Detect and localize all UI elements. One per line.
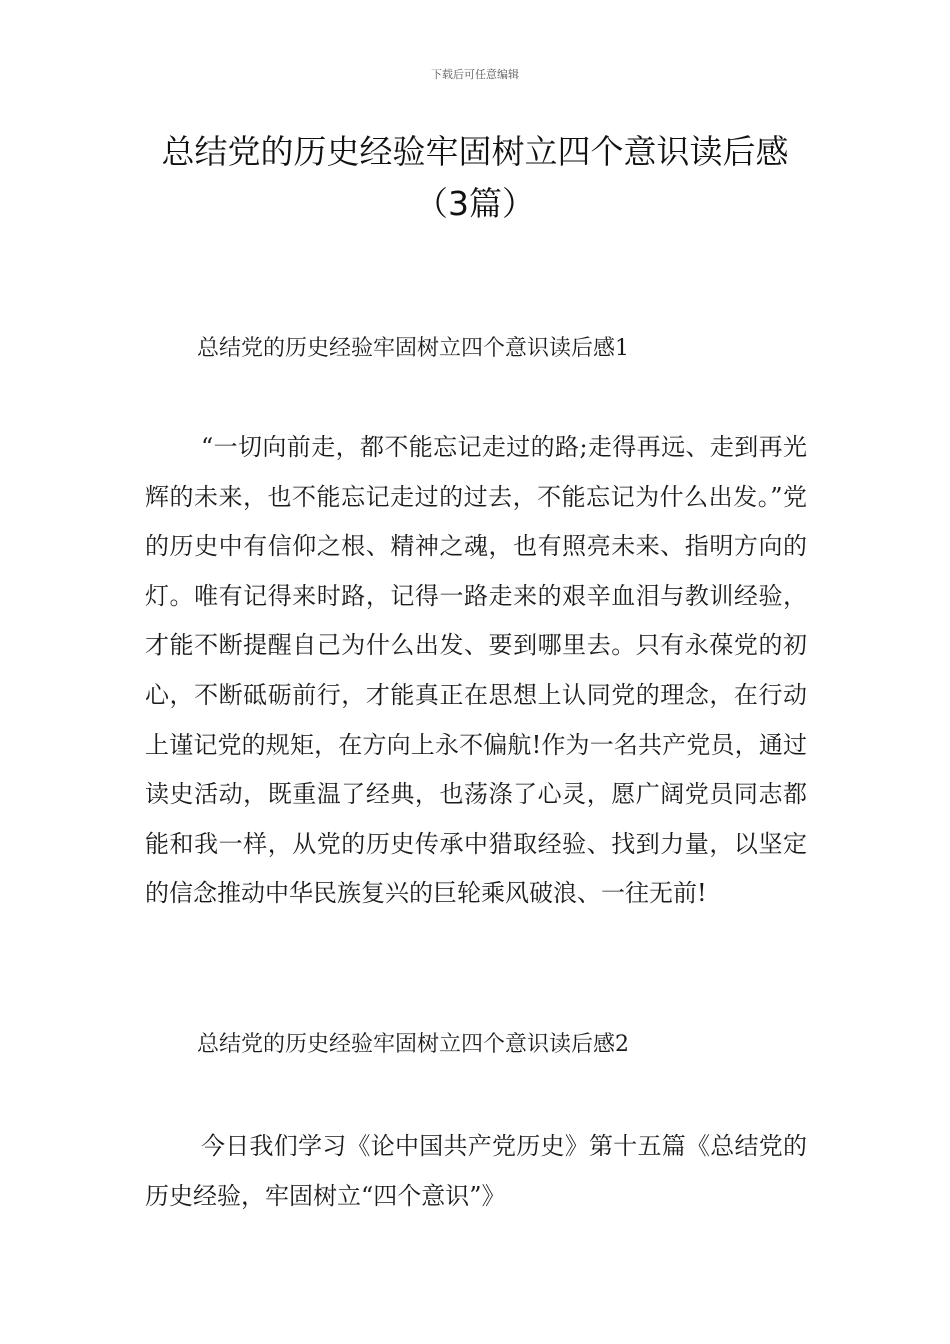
- section-body-1: “一切向前走，都不能忘记走过的路;走得再远、走到再光辉的未来，也不能忘记走过的过去，不能忘记为什么出发。”党的历史中有信仰之根、精神之魂，也有照亮未来、指明方向的灯。唯有记得来时路，记得一路走来的艰辛血泪与教训经验，才能不断提醒自己为什么出发、要到哪里去。只有永葆党的初心，不断砥砺前行，才能真正在思想上认同党的理念，在行动上谨记党的规矩，在方向上永不偏航!作为一名共产党员，通过读史活动，既重温了经典，也荡涤了心灵，愿广阔党员同志都能和我一样，从党的历史传承中猎取经验、找到力量，以坚定的信念推动中华民族复兴的巨轮乘风破浪、一往无前!: [145, 433, 807, 908]
- section-heading-1: 总结党的历史经验牢固树立四个意识读后感1: [197, 336, 629, 361]
- header-note: 下载后可任意编辑: [431, 68, 519, 81]
- section-heading-2: 总结党的历史经验牢固树立四个意识读后感2: [197, 1032, 629, 1057]
- document-title: 总结党的历史经验牢固树立四个意识读后感（3篇）: [161, 132, 789, 223]
- section-body-2: 今日我们学习《论中国共产党历史》第十五篇《总结党的历史经验，牢固树立“四个意识”》: [145, 1132, 807, 1210]
